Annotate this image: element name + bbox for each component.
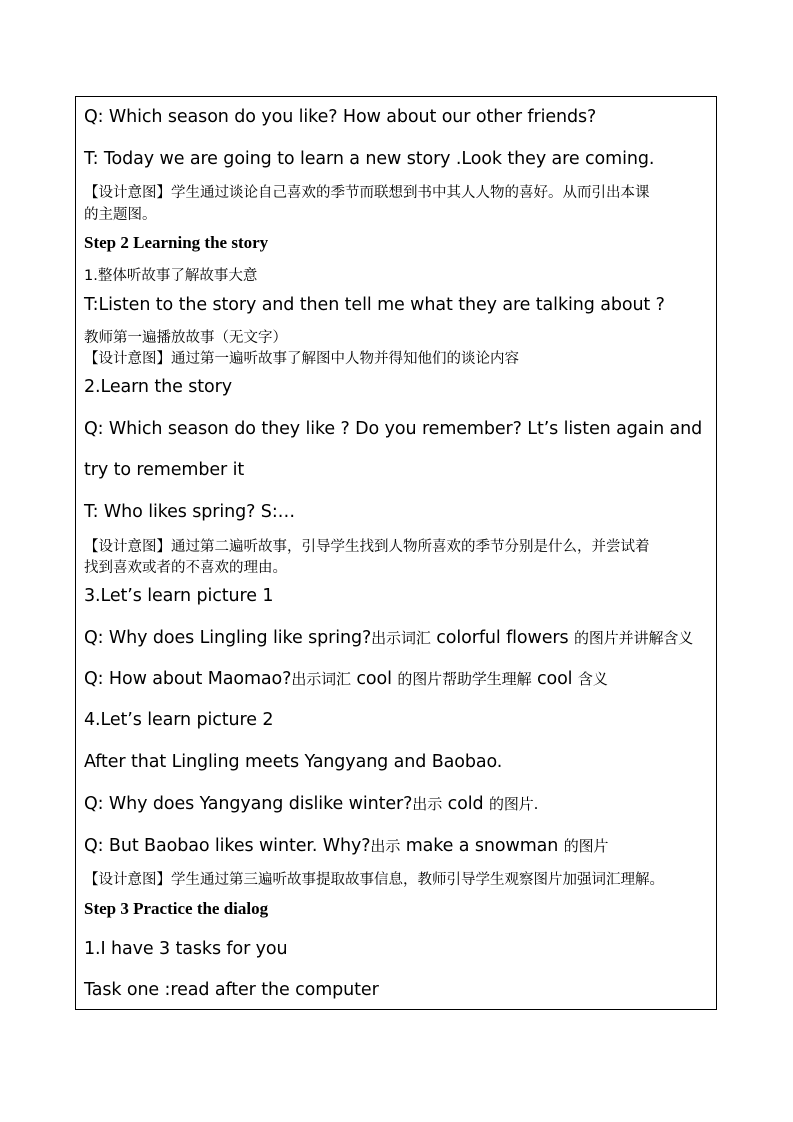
design-intent-note: 【设计意图】学生通过第三遍听故事提取故事信息，教师引导学生观察图片加强词汇理解。 bbox=[84, 872, 664, 888]
teacher-line: T: Today we are going to learn a new story .Look they are coming. bbox=[84, 149, 655, 169]
step-heading: Step 3 Practice the dialog bbox=[84, 899, 269, 918]
design-intent-note-cont: 的主题图。 bbox=[84, 207, 157, 223]
teacher-line: T: Who likes spring? S:… bbox=[84, 502, 296, 522]
question-line: Q: But Baobao likes winter. Why?出示 make a snowman 的图片 bbox=[84, 836, 609, 856]
teacher-line: T:Listen to the story and then tell me what they are talking about ? bbox=[84, 295, 665, 315]
activity-item: 1.整体听故事了解故事大意 bbox=[84, 268, 258, 284]
question-line: Q: Which season do they like ? Do you remember? Lt’s listen again and bbox=[84, 419, 703, 439]
design-intent-note-cont: 找到喜欢或者的不喜欢的理由。 bbox=[84, 560, 287, 576]
activity-item: 3.Let’s learn picture 1 bbox=[84, 586, 274, 606]
design-intent-note: 【设计意图】通过第二遍听故事，引导学生找到人物所喜欢的季节分别是什么，并尝试着 bbox=[84, 539, 650, 555]
question-line: Q: Why does Lingling like spring?出示词汇 colorful flowers 的图片并讲解含义 bbox=[84, 628, 694, 648]
question-line: Q: How about Maomao?出示词汇 cool 的图片帮助学生理解 cool 含义 bbox=[84, 669, 608, 689]
step-heading: Step 2 Learning the story bbox=[84, 233, 269, 252]
task-line: Task one :read after the computer bbox=[84, 980, 379, 1000]
activity-item: 2.Learn the story bbox=[84, 377, 232, 397]
design-intent-note: 【设计意图】学生通过谈论自己喜欢的季节而联想到书中其人人物的喜好。从而引出本课 bbox=[84, 185, 650, 201]
question-line: Q: Why does Yangyang dislike winter?出示 cold 的图片. bbox=[84, 794, 539, 814]
activity-item: 4.Let’s learn picture 2 bbox=[84, 710, 274, 730]
design-intent-note: 【设计意图】通过第一遍听故事了解图中人物并得知他们的谈论内容 bbox=[84, 351, 519, 367]
question-line-cont: try to remember it bbox=[84, 460, 245, 480]
question-line: Q: Which season do you like? How about our other friends? bbox=[84, 107, 597, 127]
teacher-action-note: 教师第一遍播放故事（无文字） bbox=[84, 330, 287, 346]
narration-line: After that Lingling meets Yangyang and Baobao. bbox=[84, 752, 503, 772]
activity-item: 1.I have 3 tasks for you bbox=[84, 939, 288, 959]
